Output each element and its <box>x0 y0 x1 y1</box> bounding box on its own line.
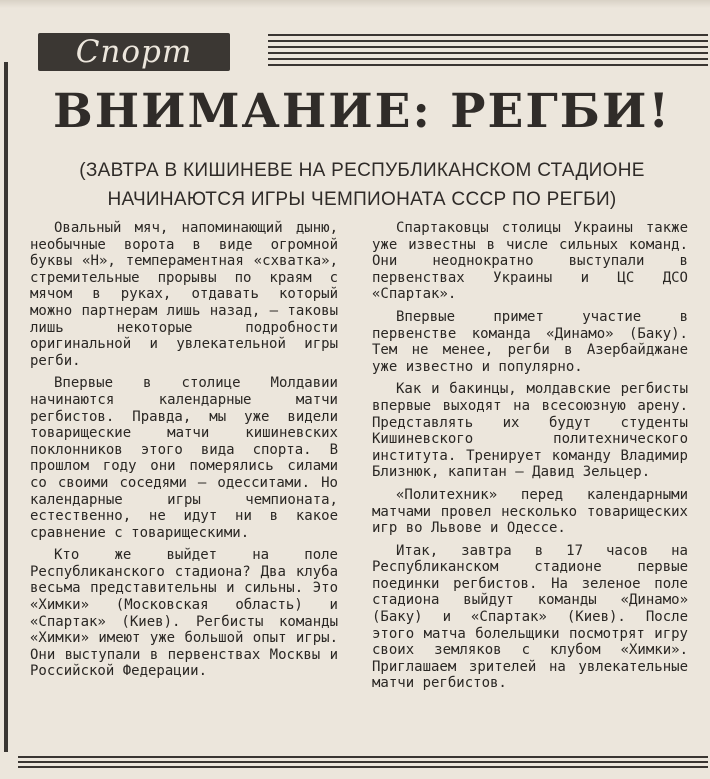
left-column-rule <box>4 62 8 752</box>
article-paragraph: Овальный мяч, напоминающий дыню, необычные ворота в виде огромной буквы «Н», темпераментная «схватка», стремительные прорывы по краям с мячом в руках, отдавать который можно партнерам лишь назад, — таковы лишь некоторые подробности оригинальной и увлекательной игры регби. <box>30 220 338 369</box>
footer-decorative-rules <box>18 756 708 770</box>
page-edge-shadow <box>0 0 710 8</box>
article-column-left <box>30 220 338 686</box>
article-paragraph: «Политехник» перед календарными матчами провел несколько товарищеских игр во Львове и Одессе. <box>372 486 688 537</box>
article-subheadline: (ЗАВТРА В КИШИНЕВЕ НА РЕСПУБЛИКАНСКОМ СТАДИОНЕ НАЧИНАЮТСЯ ИГРЫ ЧЕМПИОНАТА СССР ПО РЕГБИ) <box>79 160 645 210</box>
header-decorative-rules <box>268 34 708 70</box>
article-paragraph: Итак, завтра в 17 часов на Республиканском стадионе первые поединки регбистов. На зеленое поле стадиона выйдут команды «Динамо» (Баку) и «Спартак» (Киев). После этого матча болельщики посмотрят игру своих земляков с клубом «Химки». Приглашаем зрителей на увлекательные матчи регбистов. <box>372 542 688 692</box>
article-paragraph: Впервые в столице Молдавии начинаются календарные матчи регбистов. Правда, мы уже видели товарищеские матчи кишиневских поклонников этого вида спорта. В прошлом году они померялись силами со своими соседями — одесситами. Но календарные игры чемпионата, естественно, не идут ни в какое сравнение с товарищескими. <box>30 375 338 541</box>
sport-logo-text: Спорт <box>75 34 193 70</box>
article-paragraph: Как и бакинцы, молдавские регбисты впервые выходят на всесоюзную арену. Представлять их будут студенты Кишиневского политехнического института. Тренирует команду Владимир Близнюк, капитан — Давид Зельцер. <box>372 381 688 481</box>
sport-section-logo <box>38 33 230 71</box>
article-paragraph: Кто же выйдет на поле Республиканского стадиона? Два клуба весьма представительны и сильны. Это «Химки» (Московская область) и «Спартак» (Киев). Регбисты команды «Химки» имеют уже большой опыт игры. Они выступали в первенствах Москвы и Российской Федерации. <box>30 547 338 680</box>
article-headline: ВНИМАНИЕ: РЕГБИ! <box>52 84 671 139</box>
article-paragraph: Впервые примет участие в первенстве команда «Динамо» (Баку). Тем не менее, регби в Азербайджане уже известно и популярно. <box>372 308 688 375</box>
article-column-right <box>372 220 688 698</box>
article-paragraph: Спартаковцы столицы Украины также уже известны в числе сильных команд. Они неоднократно выступали в первенствах Украины и ЦС ДСО «Спартак». <box>372 220 688 303</box>
